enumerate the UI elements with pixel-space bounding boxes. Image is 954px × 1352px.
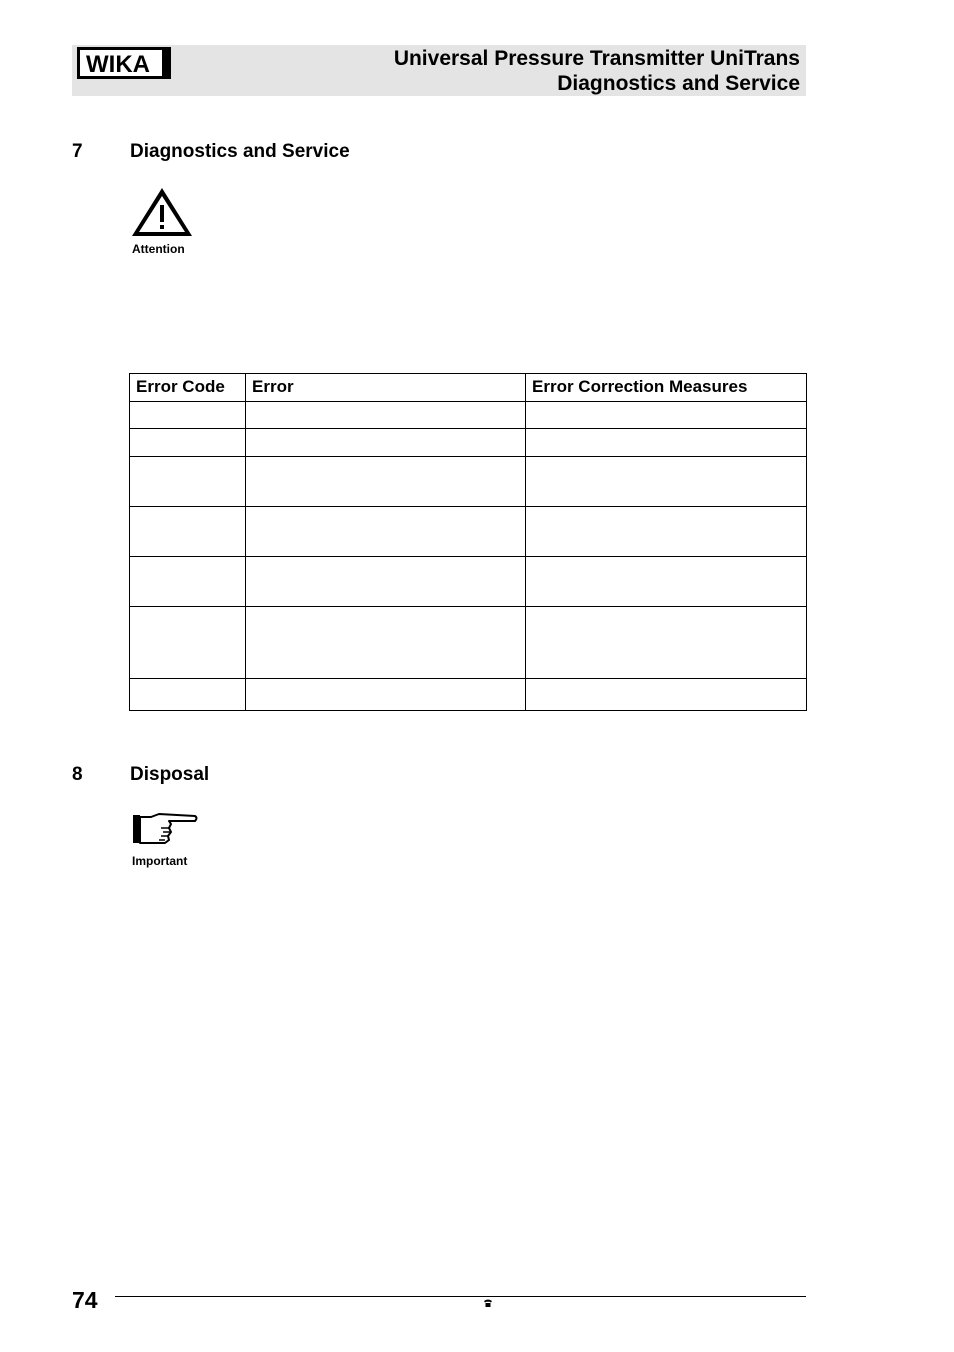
column-header-error: Error <box>246 374 526 402</box>
error-code-cell <box>130 607 246 679</box>
error-code-cell <box>130 507 246 557</box>
telephone-icon <box>483 1298 493 1308</box>
table-row <box>130 607 807 679</box>
correction-cell <box>526 429 807 457</box>
table-row <box>130 457 807 507</box>
correction-cell <box>526 402 807 429</box>
table-row <box>130 679 807 711</box>
warning-triangle-icon <box>130 186 194 238</box>
error-cell <box>246 679 526 711</box>
document-header-title <box>394 46 800 96</box>
error-code-cell <box>130 679 246 711</box>
error-cell <box>246 507 526 557</box>
footer-rule <box>115 1296 806 1297</box>
header-title-line1: Universal Pressure Transmitter UniTrans <box>393 47 800 70</box>
column-header-correction-measures: Error Correction Measures <box>526 374 807 402</box>
error-code-cell <box>130 457 246 507</box>
section-8-number: 8 <box>72 764 83 785</box>
table-row <box>130 557 807 607</box>
error-cell <box>246 557 526 607</box>
correction-cell <box>526 557 807 607</box>
table-row <box>130 402 807 429</box>
table-header-row <box>130 374 807 402</box>
attention-caption: Attention <box>132 242 185 256</box>
correction-cell <box>526 679 807 711</box>
error-code-cell <box>130 557 246 607</box>
error-cell <box>246 429 526 457</box>
important-caption: Important <box>132 854 188 868</box>
svg-text:WIKA: WIKA <box>86 51 150 78</box>
correction-cell <box>526 507 807 557</box>
error-code-cell <box>130 429 246 457</box>
section-7-title: Diagnostics and Service <box>130 141 350 162</box>
wika-logo <box>77 47 171 79</box>
pointing-hand-icon <box>131 812 199 846</box>
section-7-number: 7 <box>72 141 83 162</box>
table-row <box>130 429 807 457</box>
error-cell <box>246 457 526 507</box>
error-code-cell <box>130 402 246 429</box>
correction-cell <box>526 607 807 679</box>
error-cell <box>246 607 526 679</box>
correction-cell <box>526 457 807 507</box>
page-number: 74 <box>72 1287 98 1313</box>
section-8-title: Disposal <box>130 764 210 785</box>
error-cell <box>246 402 526 429</box>
table-row <box>130 507 807 557</box>
error-table <box>129 373 807 711</box>
header-title-line2: Diagnostics and Service <box>557 72 800 95</box>
column-header-error-code: Error Code <box>130 374 246 402</box>
